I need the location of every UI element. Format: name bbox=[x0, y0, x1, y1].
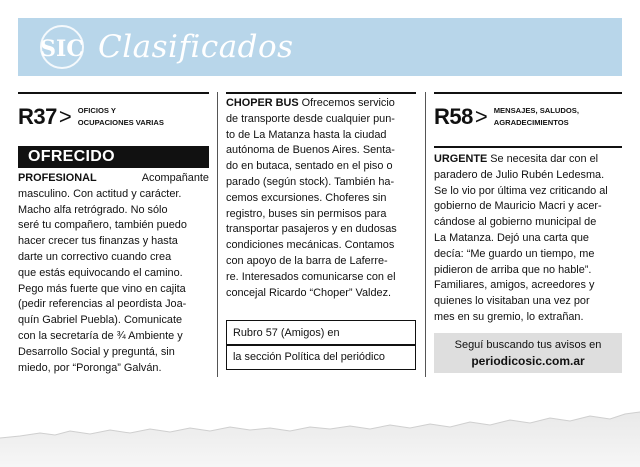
rubro-header bbox=[18, 94, 209, 140]
box-divider bbox=[227, 344, 415, 346]
column-divider bbox=[217, 92, 218, 377]
rubro-number: R37 bbox=[18, 104, 57, 129]
column-left bbox=[18, 92, 209, 376]
ad-lead: URGENTE bbox=[434, 153, 488, 165]
svg-text:SIC: SIC bbox=[40, 36, 84, 62]
rubro-number: R58 bbox=[434, 104, 473, 129]
box-line: Rubro 57 (Amigos) en bbox=[233, 327, 340, 339]
sic-logo-icon bbox=[33, 23, 91, 71]
column-middle bbox=[226, 92, 416, 301]
column-top-rule bbox=[226, 92, 416, 94]
ad-lead: CHOPER BUS bbox=[226, 97, 299, 109]
ad-urgente: URGENTE Se necesita dar con el paradero de Julio Rubén Ledesma. Se lo vio por última vez criticando al gobierno de Mauricio Macri y acer- cándose al gobierno municipal de La Matanza. Dejó una carta que decía: “Me guardo un tiempo, me pidieron de arriba que no hable”. Familiares, amigos, acreedores y quienes lo visitaban una vez por mes en su gremio, lo extrañan. bbox=[434, 153, 608, 323]
rubro-category: OFICIOS Y OCUPACIONES VARIAS bbox=[77, 106, 164, 127]
rubro-arrow: > bbox=[474, 104, 488, 129]
banner-title: Clasificados bbox=[98, 29, 294, 65]
rubro-category: MENSAJES, SALUDOS, AGRADECIMIENTOS bbox=[493, 106, 579, 127]
promo-text: Seguí buscando tus avisos en bbox=[454, 339, 602, 351]
section-ofrecido: OFRECIDO bbox=[18, 146, 209, 168]
column-right bbox=[434, 92, 622, 326]
rubro-rule bbox=[434, 146, 622, 148]
box-line: la sección Política del periódico bbox=[233, 350, 385, 363]
ad-profesional: PROFESIONAL Acompañante masculino. Con actitud y carácter. Macho alfa retrógrado. No sólo seré tu compañero, también puedo hacer crecer tus finanzas y hasta darte un correctivo cuando crea que estás equivocando el camino. Pego más fuerte que vino en cajita (pedir referencias al peordista Joa- quín Gabriel Puebla). Comunicate con la secretaría de ¾ Ambiente y Desarrollo Social y preguntá, sin miedo, por “Poronga” Galván. bbox=[18, 172, 209, 374]
ad-lead: PROFESIONAL bbox=[18, 172, 97, 184]
clasificados-banner bbox=[18, 18, 622, 76]
rubro-57-box bbox=[226, 320, 416, 370]
sic-logo bbox=[32, 23, 92, 71]
column-top-rule bbox=[18, 92, 209, 94]
rubro-header bbox=[434, 94, 622, 140]
rubro-arrow: > bbox=[58, 104, 72, 129]
ad-choper-bus: CHOPER BUS Ofrecemos servicio de transporte desde cualquier pun- to de La Matanza hasta la ciudad autónoma de Buenos Aires. Senta- do en butaca, sentado en el piso o parado (según stock). También ha- cemos excursiones. Choferes sin registro, buses sin permisos para transportar pasajeros y en dudosas condiciones mecánicas. Contamos con apoyo de la barra de Laferre- re. Interesados comunicarse con el concejal Ricardo “Choper” Valdez. bbox=[226, 97, 397, 299]
column-divider bbox=[425, 92, 426, 377]
promo-link[interactable]: periodicosic.com.ar bbox=[471, 354, 585, 368]
web-promo-box bbox=[434, 333, 622, 373]
torn-paper-edge bbox=[0, 400, 640, 467]
